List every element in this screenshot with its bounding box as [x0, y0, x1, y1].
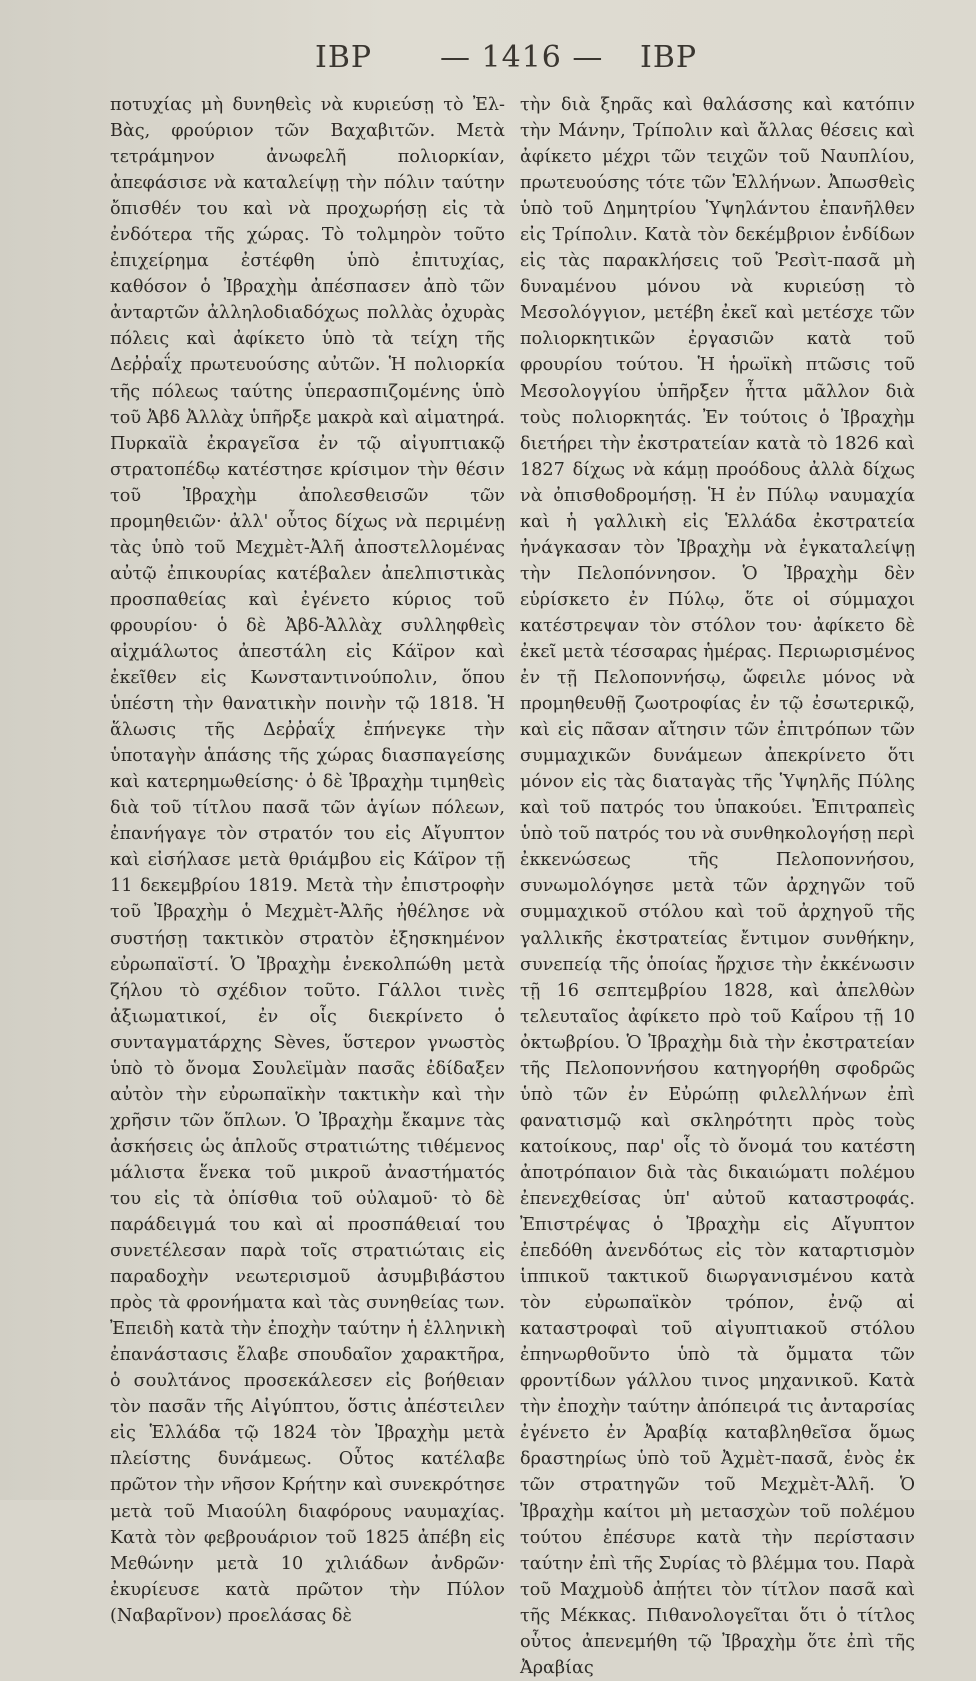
page-number: — 1416 —	[440, 40, 604, 75]
running-head-left: ΙΒΡ	[315, 40, 373, 75]
column-right-text: τὴν διὰ ξηρᾶς καὶ θαλάσσης καὶ κατόπιν τὴν Μάνην, Τρίπολιν καὶ ἄλλας θέσεις καὶ ἀφίκετο μέχρι τῶν τειχῶν τοῦ Ναυπλίου, πρωτευούσης τότε τῶν Ἑλλήνων. Ἀπωσθεὶς ὑπὸ τοῦ Δημητρίου Ὑψηλάντου ἐπανῆλθεν εἰς Τρίπολιν. Κατὰ τὸν δεκέμβριον ἐνδίδων εἰς τὰς παρακλήσεις τοῦ Ῥεσὶτ-πασᾶ μὴ δυναμένου μόνου νὰ κυριεύσῃ τὸ Μεσολόγγιον, μετέβη ἐκεῖ καὶ μετέσχε τῶν πολιορκητικῶν ἐργασιῶν κατὰ τοῦ φρουρίου τούτου. Ἡ ἡρωϊκὴ πτῶσις τοῦ Μεσολογγίου ὑπῆρξεν ἧττα μᾶλλον διὰ τοὺς πολιορκητάς. Ἐν τούτοις ὁ Ἰβραχὴμ διετήρει τὴν ἐκστρατείαν κατὰ τὸ 1826 καὶ 1827 δίχως νὰ κάμῃ προόδους ἀλλὰ δίχως νὰ ὀπισθοδρομήσῃ. Ἡ ἐν Πύλῳ ναυμαχία καὶ ἡ γαλλικὴ εἰς Ἑλλάδα ἐκστρατεία ἠνάγκασαν τὸν Ἰβραχὴμ νὰ ἐγκαταλείψῃ τὴν Πελοπόννησον. Ὁ Ἰβραχὴμ δὲν εὑρίσκετο ἐν Πύλῳ, ὅτε οἱ σύμμαχοι κατέστρεψαν τὸν στόλον του· ἀφίκετο δὲ ἐκεῖ μετὰ τέσσαρας ἡμέρας. Περιωρισμένος ἐν τῇ Πελοποννήσῳ, ὤφειλε μόνος νὰ προμηθευθῇ ζωοτροφίας ἐν τῷ ἐσωτερικῷ, καὶ εἰς πᾶσαν αἴτησιν τῶν ἐπιτρόπων τῶν συμμαχικῶν δυνάμεων ἀπεκρίνετο ὅτι μόνον εἰς τὰς διαταγὰς τῆς Ὑψηλῆς Πύλης καὶ τοῦ πατρός του ὑπακούει. Ἐπιτραπεὶς ὑπὸ τοῦ πατρός του νὰ συνθηκολογήσῃ περὶ ἐκκενώσεως τῆς Πελοποννήσου, συνωμολόγησε μετὰ τῶν ἀρχηγῶν τοῦ συμμαχικοῦ στόλου καὶ τοῦ ἀρχηγοῦ τῆς γαλλικῆς ἐκστρατείας ἔντιμον συνθήκην, συνεπείᾳ τῆς ὁποίας ἤρχισε τὴν ἐκκένωσιν τῇ 16 σεπτεμβρίου 1828, καὶ ἀπελθὼν τελευταῖος ἀφίκετο πρὸ τοῦ Καΐρου τῇ 10 ὀκτωβρίου. Ὁ Ἰβραχὴμ διὰ τὴν ἐκστρατείαν τῆς Πελοποννήσου κατηγορήθη σφοδρῶς ὑπὸ τῶν ἐν Εὐρώπῃ φιλελλήνων ἐπὶ φανατισμῷ καὶ σκληρότητι πρὸς τοὺς κατοίκους, παρ' οἷς τὸ ὄνομά του κατέστη ἀποτρόπαιον διὰ τὰς δικαιώματι πολέμου ἐπενεχθείσας ὑπ' αὐτοῦ καταστροφάς. Ἐπιστρέψας ὁ Ἰβραχὴμ εἰς Αἴγυπτον ἐπεδόθη ἀνενδότως εἰς τὸν καταρτισμὸν ἱππικοῦ τακτικοῦ διωργανισμένου κατὰ τὸν εὐρωπαϊκὸν τρόπον, ἐνῷ αἱ καταστροφαὶ τοῦ αἰγυπτιακοῦ στόλου ἐπηνωρθοῦντο ὑπὸ τὰ ὄμματα τῶν φροντίδων γάλλου τινος μηχανικοῦ. Κατὰ τὴν ἐποχὴν ταύτην ἀπόπειρά τις ἀνταρσίας ἐγένετο ἐν Ἀραβίᾳ καταβληθεῖσα ὅμως δραστηρίως ὑπὸ τοῦ Ἀχμὲτ-πασᾶ, ἑνὸς ἐκ τῶν στρατηγῶν τοῦ Μεχμὲτ-Ἀλῆ. Ὁ Ἰβραχὴμ καίτοι μὴ μετασχὼν τοῦ πολέμου τούτου ἐπέσυρε κατὰ τὴν περίστασιν ταύτην ἐπὶ τῆς Συρίας τὸ βλέμμα του. Παρὰ τοῦ Μαχμοὺδ ἀπῄτει τὸν τίτλον πασᾶ καὶ τῆς Μέκκας. Πιθανολογεῖται ὅτι ὁ τίτλος οὗτος ἀπενεμήθη τῷ Ἰβραχὴμ ὅτε ἐπὶ τῆς Ἀραβίας	[520, 95, 915, 1678]
running-head-right: ΙΒΡ	[640, 40, 698, 75]
column-left-text: ποτυχίας μὴ δυνηθεὶς νὰ κυριεύσῃ τὸ Ἐλ-Βὰς, φρούριον τῶν Βαχαβιτῶν. Μετὰ τετράμηνον ἀνωφελῆ πολιορκίαν, ἀπεφάσισε νὰ καταλείψῃ τὴν πόλιν ταύτην ὄπισθέν του καὶ νὰ προχωρήσῃ εἰς τὰ ἐνδότερα τῆς χώρας. Τὸ τολμηρὸν τοῦτο ἐπιχείρημα ἐστέφθη ὑπὸ ἐπιτυχίας, καθόσον ὁ Ἰβραχὴμ ἀπέσπασεν ἀπὸ τῶν ἀνταρτῶν ἀλληλοδιαδόχως πολλὰς ὀχυρὰς πόλεις καὶ ἀφίκετο ὑπὸ τὰ τείχη τῆς Δεῤῥαΐχ πρωτευούσης αὐτῶν. Ἡ πολιορκία τῆς πόλεως ταύτης ὑπερασπιζομένης ὑπὸ τοῦ Ἀβδ Ἀλλὰχ ὑπῆρξε μακρὰ καὶ αἱματηρά. Πυρκαϊὰ ἐκραγεῖσα ἐν τῷ αἰγυπτιακῷ στρατοπέδῳ κατέστησε κρίσιμον τὴν θέσιν τοῦ Ἰβραχὴμ ἀπολεσθεισῶν τῶν προμηθειῶν· ἀλλ' οὗτος δίχως νὰ περιμένῃ τὰς ὑπὸ τοῦ Μεχμὲτ-Ἀλῆ ἀποστελλομένας αὐτῷ ἐπικουρίας κατέβαλεν ἀπελπιστικὰς προσπαθείας καὶ ἐγένετο κύριος τοῦ φρουρίου· ὁ δὲ Ἀβδ-Ἀλλὰχ συλληφθεὶς αἰχμάλωτος ἀπεστάλη εἰς Κάϊρον καὶ ἐκεῖθεν εἰς Κωνσταντινούπολιν, ὅπου ὑπέστη τὴν θανατικὴν ποινὴν τῷ 1818. Ἡ ἅλωσις τῆς Δεῤῥαΐχ ἐπήνεγκε τὴν ὑποταγὴν ἁπάσης τῆς χώρας διασπαγείσης καὶ κατερημωθείσης· ὁ δὲ Ἰβραχὴμ τιμηθεὶς διὰ τοῦ τίτλου πασᾶ τῶν ἁγίων πόλεων, ἐπανήγαγε τὸν στρατόν του εἰς Αἴγυπτον καὶ εἰσήλασε μετὰ θριάμβου εἰς Κάϊρον τῇ 11 δεκεμβρίου 1819. Μετὰ τὴν ἐπιστροφὴν τοῦ Ἰβραχὴμ ὁ Μεχμὲτ-Ἀλῆς ἠθέλησε νὰ συστήσῃ τακτικὸν στρατὸν ἐξησκημένον εὐρωπαϊστί. Ὁ Ἰβραχὴμ ἐνεκολπώθη μετὰ ζήλου τὸ σχέδιον τοῦτο. Γάλλοι τινὲς ἀξιωματικοί, ἐν οἷς διεκρίνετο ὁ συνταγματάρχης Sèves, ὕστερον γνωστὸς ὑπὸ τὸ ὄνομα Σουλεϊμὰν πασᾶς ἐδίδαξεν αὐτὸν τὴν εὐρωπαϊκὴν τακτικὴν καὶ τὴν χρῆσιν τῶν ὅπλων. Ὁ Ἰβραχὴμ ἔκαμνε τὰς ἀσκήσεις ὡς ἁπλοῦς στρατιώτης τιθέμενος μάλιστα ἕνεκα τοῦ μικροῦ ἀναστήματός του εἰς τὰ ὀπίσθια τοῦ οὐλαμοῦ· τὸ δὲ παράδειγμά του καὶ αἱ προσπάθειαί του συνετέλεσαν παρὰ τοῖς στρατιώταις εἰς παραδοχὴν νεωτερισμοῦ ἀσυμβιβάστου πρὸς τὰ φρονήματα καὶ τὰς συνηθείας των. Ἐπειδὴ κατὰ τὴν ἐποχὴν ταύτην ἡ ἑλληνικὴ ἐπανάστασις ἔλαβε σπουδαῖον χαρακτῆρα, ὁ σουλτάνος προσεκάλεσεν εἰς βοήθειαν τὸν πασᾶν τῆς Αἰγύπτου, ὅστις ἀπέστειλεν εἰς Ἑλλάδα τῷ 1824 τὸν Ἰβραχὴμ μετὰ πλείστης δυνάμεως. Οὗτος κατέλαβε πρῶτον τὴν νῆσον Κρήτην καὶ συνεκρότησε μετὰ τοῦ Μιαούλη διαφόρους ναυμαχίας. Κατὰ τὸν φεβρουάριον τοῦ 1825 ἀπέβη εἰς Μεθώνην μετὰ 10 χιλιάδων ἀνδρῶν· ἐκυρίευσε κατὰ πρῶτον τὴν Πύλον (Ναβαρῖνον) προελάσας δὲ	[110, 95, 505, 1626]
text-column-right	[520, 92, 915, 1681]
text-column-left	[110, 92, 505, 1629]
page-header	[100, 40, 826, 90]
